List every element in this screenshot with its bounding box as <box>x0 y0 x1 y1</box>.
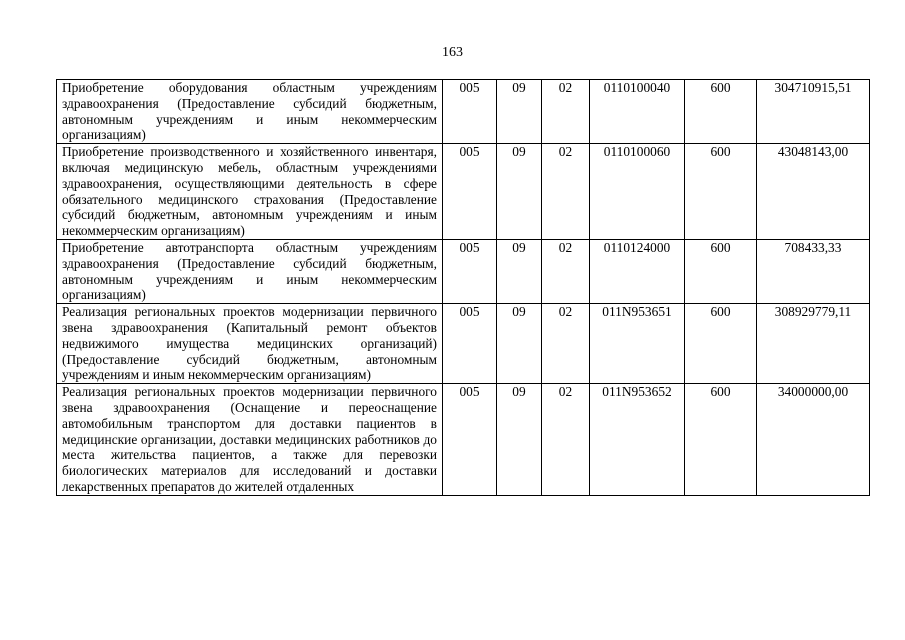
row-description: Реализация региональных проектов модернизации первичного звена здравоохранения (Оснащение и переоснащение автомобильным транспортом для доставки пациентов в медицинские организации, доставки медицинских работников до места жительства пациентов, а также для перевозки биологических материалов для исследований и доставки лекарственных препаратов до жителей отдаленных <box>57 384 443 496</box>
row-description: Приобретение автотранспорта областным учреждениям здравоохранения (Предоставление субсидий бюджетным, автономным учреждениям и иным некоммерческим организациям) <box>57 239 443 303</box>
row-amount: 34000000,00 <box>757 384 870 496</box>
row-section-code: 09 <box>497 144 542 240</box>
row-ministry-code: 005 <box>443 80 497 144</box>
table-row <box>57 239 870 303</box>
row-section-code: 09 <box>497 384 542 496</box>
row-amount: 304710915,51 <box>757 80 870 144</box>
row-section-code: 09 <box>497 239 542 303</box>
row-ministry-code: 005 <box>443 304 497 384</box>
row-ministry-code: 005 <box>443 144 497 240</box>
page-number: 163 <box>442 45 463 60</box>
table-row <box>57 384 870 496</box>
table-row <box>57 80 870 144</box>
row-target-item: 0110100060 <box>590 144 685 240</box>
row-subsection-code: 02 <box>542 239 590 303</box>
row-subsection-code: 02 <box>542 80 590 144</box>
row-ministry-code: 005 <box>443 384 497 496</box>
table-row <box>57 144 870 240</box>
budget-table <box>56 79 870 496</box>
row-target-item: 0110100040 <box>590 80 685 144</box>
row-amount: 708433,33 <box>757 239 870 303</box>
row-expense-type: 600 <box>685 384 757 496</box>
row-section-code: 09 <box>497 80 542 144</box>
row-amount: 43048143,00 <box>757 144 870 240</box>
row-description: Приобретение оборудования областным учреждениям здравоохранения (Предоставление субсидий бюджетным, автономным учреждениям и иным некоммерческим организациям) <box>57 80 443 144</box>
row-target-item: 011N953651 <box>590 304 685 384</box>
row-subsection-code: 02 <box>542 144 590 240</box>
row-ministry-code: 005 <box>443 239 497 303</box>
row-expense-type: 600 <box>685 80 757 144</box>
table-row <box>57 304 870 384</box>
row-expense-type: 600 <box>685 239 757 303</box>
row-description: Приобретение производственного и хозяйственного инвентаря, включая медицинскую мебель, областным учреждениями здравоохранения, осуществляющими деятельность в сфере обязательного медицинского страхования (Предоставление субсидий бюджетным, автономным учреждениям и иным некоммерческим организациям) <box>57 144 443 240</box>
row-expense-type: 600 <box>685 144 757 240</box>
row-amount: 308929779,11 <box>757 304 870 384</box>
table-body <box>57 80 870 496</box>
row-section-code: 09 <box>497 304 542 384</box>
row-target-item: 0110124000 <box>590 239 685 303</box>
row-target-item: 011N953652 <box>590 384 685 496</box>
row-description: Реализация региональных проектов модернизации первичного звена здравоохранения (Капитальный ремонт объектов недвижимого имущества медицинских организаций) (Предоставление субсидий бюджетным, автономным учреждениям и иным некоммерческим организациям) <box>57 304 443 384</box>
row-subsection-code: 02 <box>542 304 590 384</box>
row-expense-type: 600 <box>685 304 757 384</box>
row-subsection-code: 02 <box>542 384 590 496</box>
